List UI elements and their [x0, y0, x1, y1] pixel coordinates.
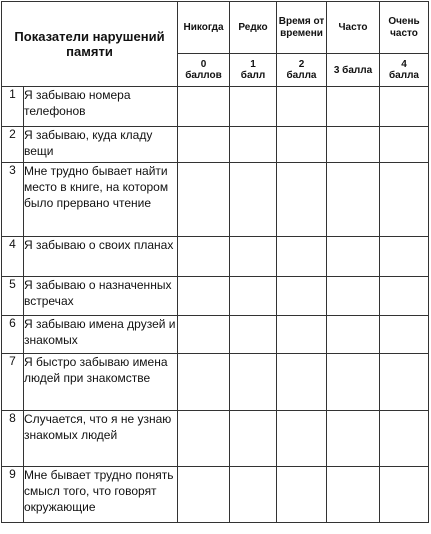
row-statement: Я забываю имена друзей и знакомых [24, 316, 178, 354]
answer-cell-often[interactable] [327, 467, 380, 523]
row-statement: Я быстро забываю имена людей при знакомстве [24, 354, 178, 411]
row-statement: Мне бывает трудно понять смысл того, что говорят окружающие [24, 467, 178, 523]
answer-cell-sometimes[interactable] [277, 237, 327, 277]
answer-cell-very-often[interactable] [380, 316, 429, 354]
answer-cell-very-often[interactable] [380, 467, 429, 523]
answer-cell-sometimes[interactable] [277, 411, 327, 467]
table-row [2, 411, 429, 467]
answer-cell-sometimes[interactable] [277, 354, 327, 411]
points-often-unit: балла [342, 64, 373, 76]
points-sometimes-value: 2 [298, 59, 305, 70]
row-number: 1 [2, 87, 24, 127]
answer-cell-never[interactable] [178, 354, 230, 411]
points-very-often-value: 4 [401, 59, 407, 70]
points-rarely [230, 54, 277, 87]
row-number: 3 [2, 163, 24, 237]
answer-cell-often[interactable] [327, 237, 380, 277]
row-statement: Я забываю о своих планах [24, 237, 178, 277]
answer-cell-very-often[interactable] [380, 411, 429, 467]
points-rarely-value: 1 [250, 59, 256, 70]
answer-cell-never[interactable] [178, 411, 230, 467]
row-number: 9 [2, 467, 24, 523]
table-row [2, 316, 429, 354]
answer-cell-sometimes[interactable] [277, 467, 327, 523]
answer-cell-often[interactable] [327, 127, 380, 163]
answer-cell-sometimes[interactable] [277, 127, 327, 163]
row-statement: Я забываю номера телефонов [24, 87, 178, 127]
table-row [2, 277, 429, 316]
table-row [2, 163, 429, 237]
answer-cell-often[interactable] [327, 316, 380, 354]
answer-cell-often[interactable] [327, 163, 380, 237]
points-rarely-unit: балл [240, 70, 266, 81]
answer-cell-sometimes[interactable] [277, 277, 327, 316]
answer-cell-never[interactable] [178, 237, 230, 277]
option-sometimes: Время от времени [277, 2, 327, 54]
answer-cell-often[interactable] [327, 411, 380, 467]
row-statement: Я забываю о назначенных встречах [24, 277, 178, 316]
answer-cell-very-often[interactable] [380, 163, 429, 237]
points-sometimes [277, 54, 327, 87]
table-row [2, 354, 429, 411]
answer-cell-very-often[interactable] [380, 87, 429, 127]
points-often-value: 3 [333, 64, 340, 76]
answer-cell-sometimes[interactable] [277, 163, 327, 237]
answer-cell-rarely[interactable] [230, 411, 277, 467]
row-statement: Я забываю, куда кладу вещи [24, 127, 178, 163]
option-often: Часто [327, 2, 380, 54]
option-never: Никогда [178, 2, 230, 54]
option-rarely: Редко [230, 2, 277, 54]
row-statement: Случается, что я не узнаю знакомых людей [24, 411, 178, 467]
row-number: 6 [2, 316, 24, 354]
row-number: 2 [2, 127, 24, 163]
table-row [2, 127, 429, 163]
row-number: 7 [2, 354, 24, 411]
answer-cell-rarely[interactable] [230, 277, 277, 316]
table-row [2, 467, 429, 523]
points-often [327, 54, 380, 87]
answer-cell-rarely[interactable] [230, 163, 277, 237]
answer-cell-rarely[interactable] [230, 316, 277, 354]
answer-cell-rarely[interactable] [230, 467, 277, 523]
answer-cell-never[interactable] [178, 127, 230, 163]
answer-cell-never[interactable] [178, 87, 230, 127]
answer-cell-never[interactable] [178, 316, 230, 354]
questionnaire-table [1, 1, 429, 523]
column-title: Показатели нарушений памяти [2, 2, 178, 87]
row-number: 8 [2, 411, 24, 467]
answer-cell-very-often[interactable] [380, 354, 429, 411]
answer-cell-rarely[interactable] [230, 354, 277, 411]
points-very-often [380, 54, 429, 87]
answer-cell-never[interactable] [178, 277, 230, 316]
answer-cell-sometimes[interactable] [277, 87, 327, 127]
answer-cell-never[interactable] [178, 163, 230, 237]
answer-cell-very-often[interactable] [380, 237, 429, 277]
answer-cell-rarely[interactable] [230, 87, 277, 127]
points-never-unit: баллов [185, 70, 222, 81]
answer-cell-often[interactable] [327, 277, 380, 316]
answer-cell-never[interactable] [178, 467, 230, 523]
points-sometimes-unit: балла [286, 70, 317, 81]
answer-cell-rarely[interactable] [230, 237, 277, 277]
answer-cell-rarely[interactable] [230, 127, 277, 163]
answer-cell-sometimes[interactable] [277, 316, 327, 354]
answer-cell-often[interactable] [327, 354, 380, 411]
row-number: 4 [2, 237, 24, 277]
row-statement: Мне трудно бывает найти место в книге, на котором было прервано чтение [24, 163, 178, 237]
answer-cell-very-often[interactable] [380, 127, 429, 163]
option-very-often: Очень часто [380, 2, 429, 54]
points-very-often-unit: балла [388, 70, 419, 81]
answer-cell-very-often[interactable] [380, 277, 429, 316]
points-never [178, 54, 230, 87]
table-row [2, 87, 429, 127]
table-row [2, 237, 429, 277]
row-number: 5 [2, 277, 24, 316]
answer-cell-often[interactable] [327, 87, 380, 127]
header-row-options [2, 2, 429, 54]
points-never-value: 0 [200, 59, 207, 70]
